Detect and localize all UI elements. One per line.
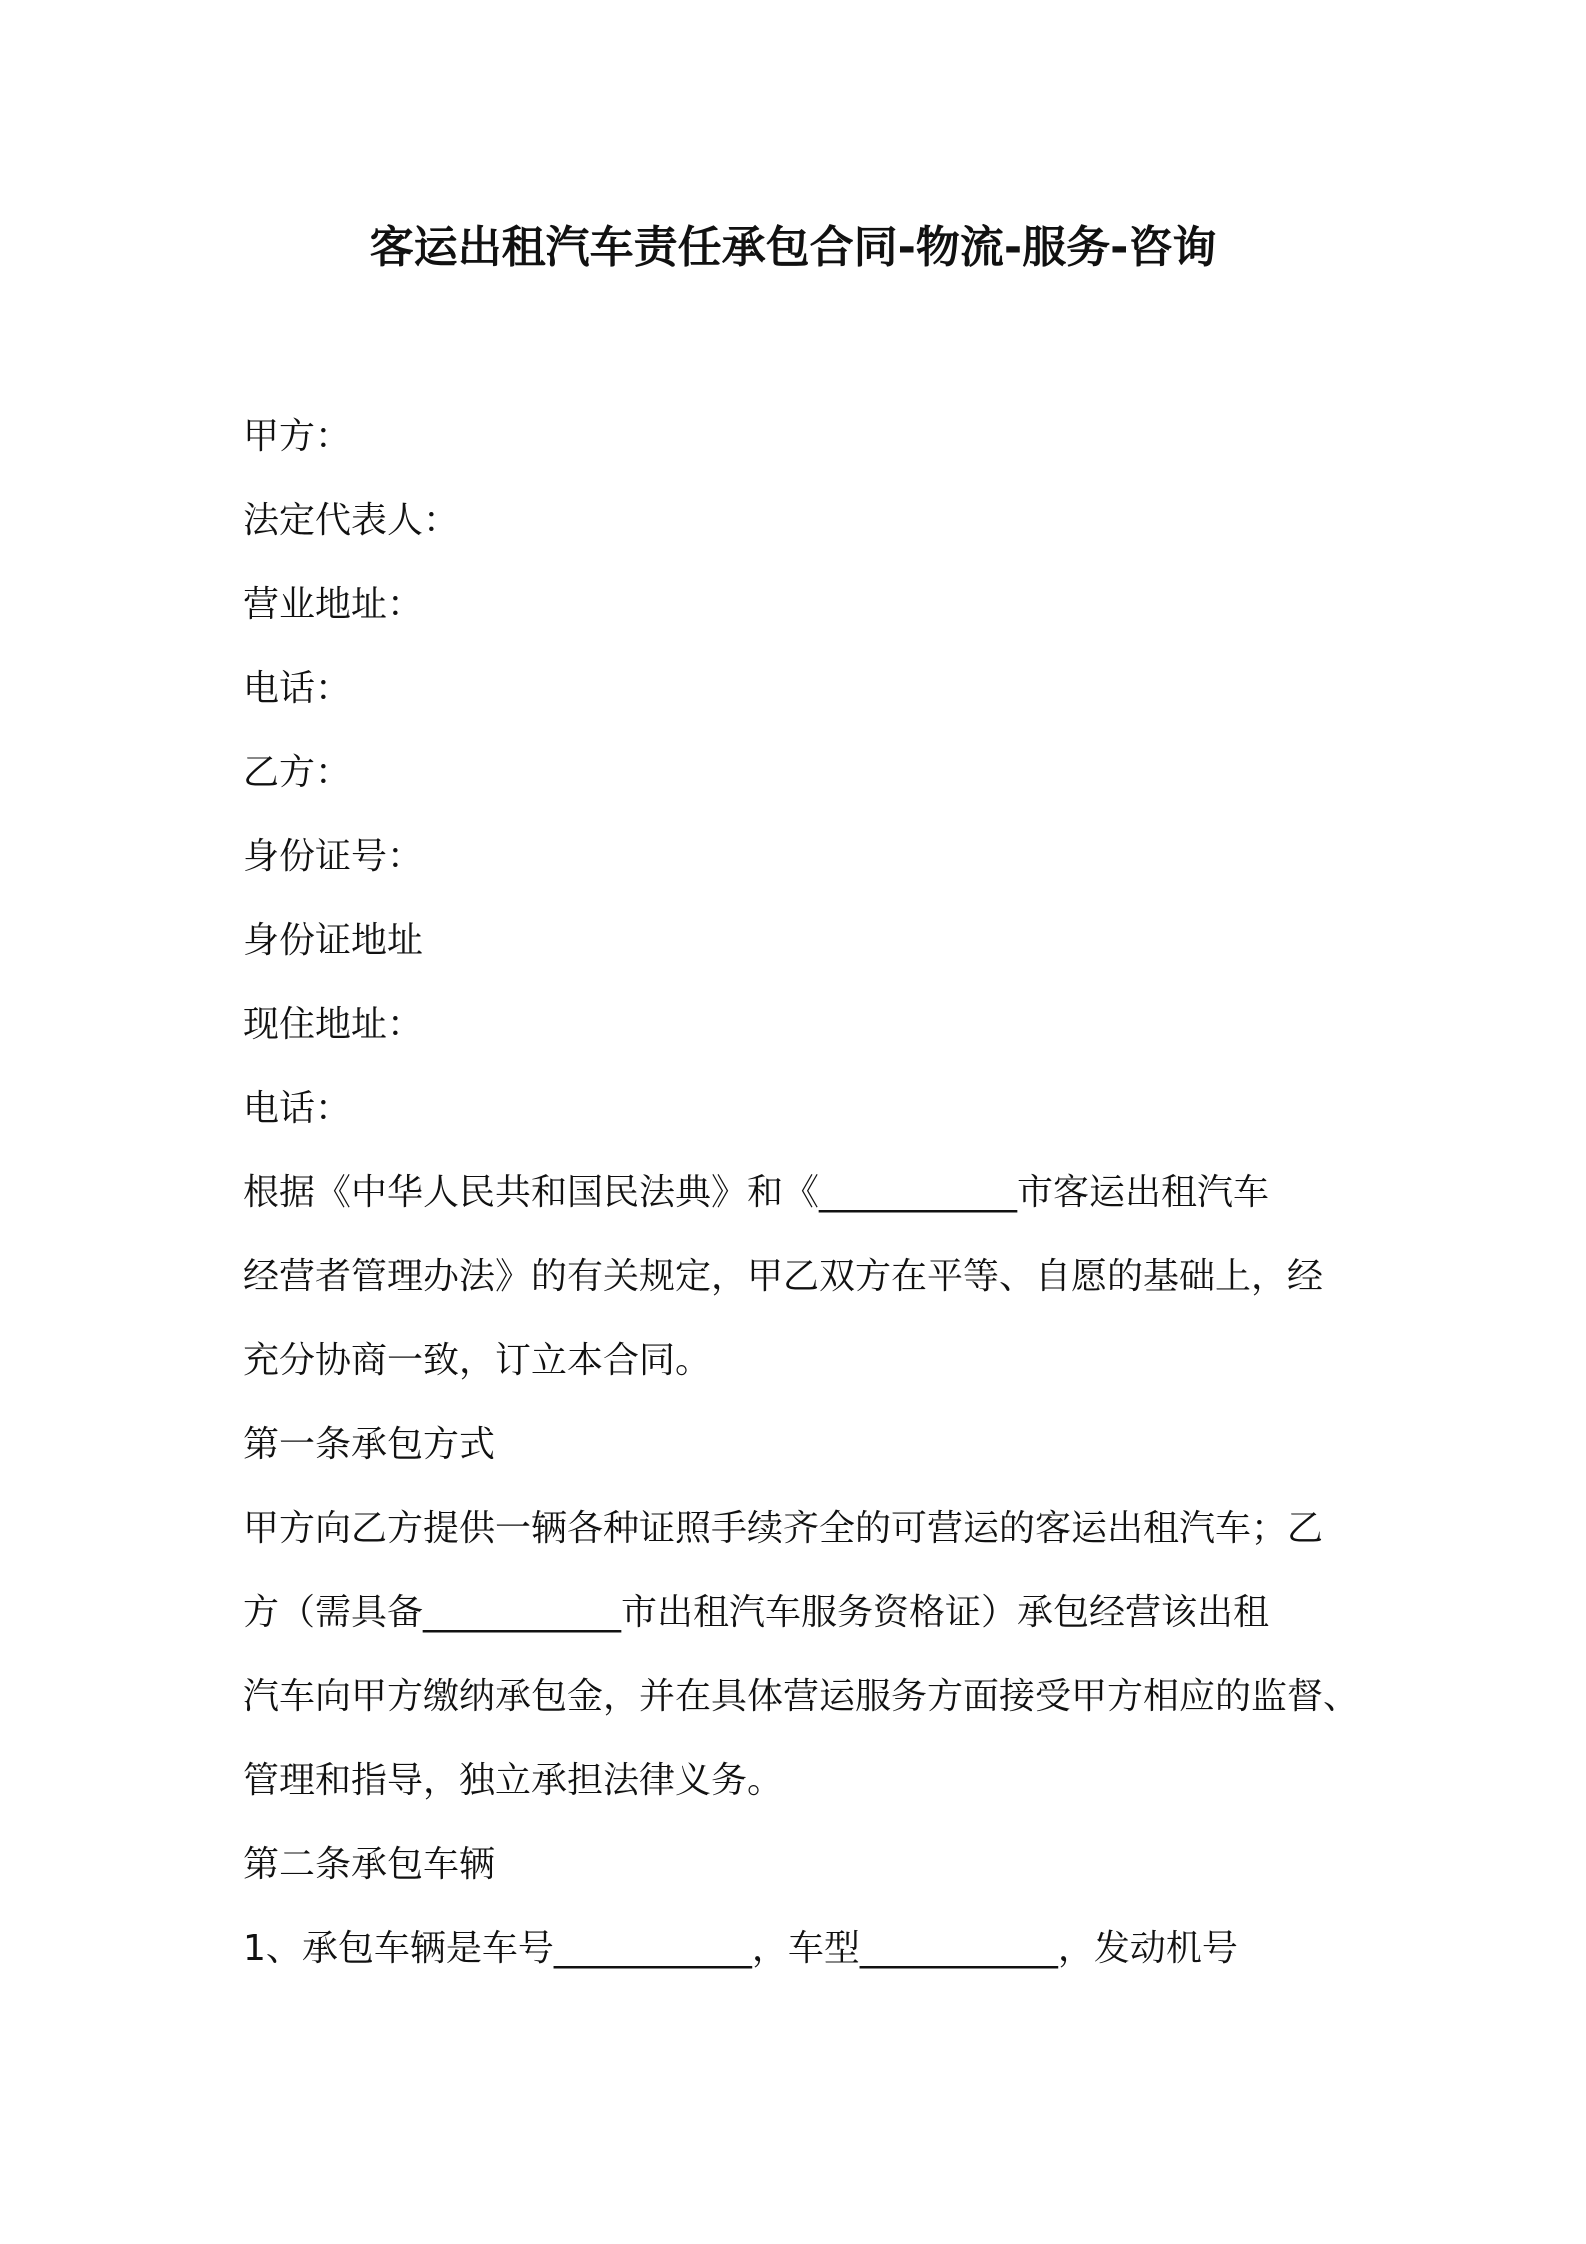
article-1-line: 管理和指导，独立承担法律义务。 [243,1760,784,1801]
id-address-field: 身份证地址 [243,920,424,961]
article-2-line: 1、承包车辆是车号___________，车型___________，发动机号 [243,1928,1238,1969]
article-2-heading: 第二条承包车辆 [243,1844,496,1885]
article-1-line: 甲方向乙方提供一辆各种证照手续齐全的可营运的客运出租汽车；乙 [243,1508,1324,1549]
preamble-line: 充分协商一致，订立本合同。 [243,1340,712,1381]
legal-representative-field: 法定代表人： [243,500,460,541]
preamble-line: 根据《中华人民共和国民法典》和《___________市客运出租汽车 [243,1172,1270,1213]
business-address-field: 营业地址： [243,584,424,625]
article-1-heading: 第一条承包方式 [243,1424,496,1465]
id-number-field: 身份证号： [243,836,424,877]
party-b-phone-field: 电话： [243,1088,352,1129]
article-1-line: 方（需具备___________市出租汽车服务资格证）承包经营该出租 [243,1592,1270,1633]
current-address-field: 现住地址： [243,1004,424,1045]
party-a-phone-field: 电话： [243,668,352,709]
document-title: 客运出租汽车责任承包合同-物流-服务-咨询 [369,222,1217,273]
preamble-line: 经营者管理办法》的有关规定，甲乙双方在平等、自愿的基础上，经 [243,1256,1324,1297]
article-1-line: 汽车向甲方缴纳承包金，并在具体营运服务方面接受甲方相应的监督、 [243,1676,1360,1717]
party-b-field: 乙方： [243,752,352,793]
party-a-field: 甲方： [243,416,352,457]
